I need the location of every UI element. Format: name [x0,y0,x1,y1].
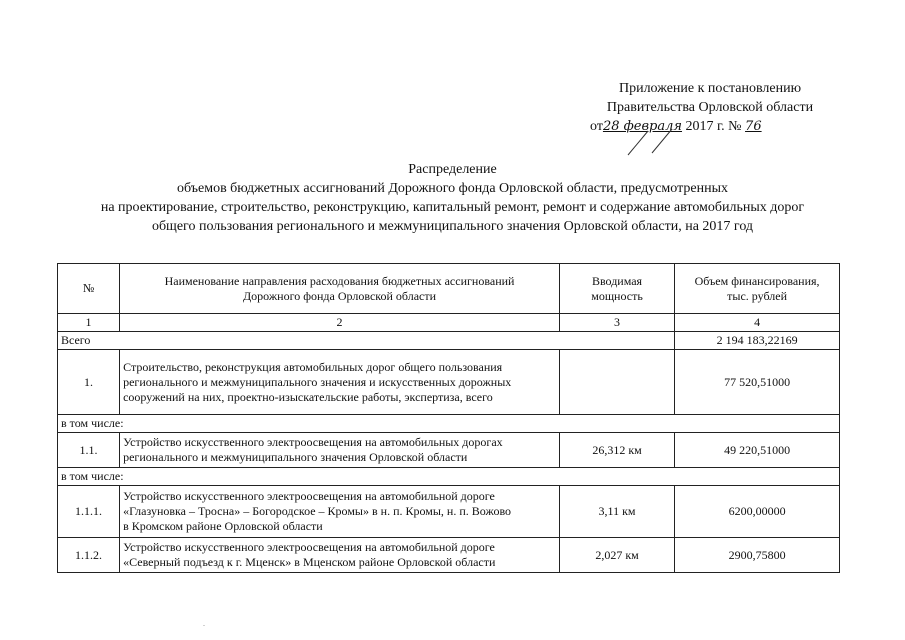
col-number-4: 4 [675,314,840,332]
bottom-mark: . [203,619,205,628]
header-fin-line-2: тыс. рублей [727,288,787,303]
including-row [58,415,840,433]
row-financing: 2900,75800 [675,538,840,573]
col-number-2: 2 [120,314,560,332]
including-row [58,468,840,486]
year-text: 2017 г. № [685,119,742,134]
column-number-row [58,314,840,332]
row-num: 1.1.1. [58,486,120,538]
header-power [559,264,674,314]
title-line-3: на проектирование, строительство, реконструкцию, капитальный ремонт, ремонт и содержание автомобильных дорог [100,200,805,215]
table-row [58,350,840,415]
row-name [120,486,560,538]
table-row [58,538,840,573]
row-power [559,350,674,415]
table-row [58,433,840,468]
row-name-line: Устройство искусственного электроосвещения на автомобильной дороге [123,489,495,503]
table-row [58,486,840,538]
row-name-line: сооружений на них, проектно-изыскательские работы, экспертиза, всего [123,389,493,404]
appendix-header [560,79,860,136]
row-num: 1.1.2. [58,538,120,573]
row-name-line: Строительство, реконструкция автомобильных дорог общего пользования [123,359,503,374]
row-name [120,350,560,415]
row-power: 26,312 км [559,433,674,468]
row-financing: 6200,00000 [675,486,840,538]
total-label: Всего [58,332,675,350]
row-name-line: в Кромском районе Орловской области [123,519,323,533]
title-line-1: Распределение [408,162,497,177]
signature-stroke-icon [620,127,700,157]
handwritten-number: 76 [745,119,762,134]
row-power: 2,027 км [559,538,674,573]
row-name [120,538,560,573]
including-label: в том числе: [58,468,840,486]
header-fin-line-1: Объем финансирования, [694,273,820,288]
row-power: 3,11 км [559,486,674,538]
row-name-line: Устройство искусственного электроосвещения на автомобильной дороге [123,540,495,554]
row-name-line: «Глазуновка – Тросна» – Богородское – Кромы» в н. п. Кромы, н. п. Вожово [123,504,512,518]
document-title [0,160,905,236]
title-line-2: объемов бюджетных ассигнований Дорожного фонда Орловской области, предусмотренных [176,181,729,196]
appendix-line-2: Правительства Орловской области [606,100,814,115]
row-num: 1. [58,350,120,415]
header-power-line-2: мощность [591,288,643,303]
table-header-row [58,264,840,314]
col-number-3: 3 [559,314,674,332]
header-financing [675,264,840,314]
header-name [120,264,560,314]
row-name-line: регионального и межмуниципального значения Орловской области [123,450,468,464]
row-name-line: «Северный подъезд к г. Мценск» в Мценском районе Орловской области [123,555,496,569]
row-name-line: регионального и межмуниципального значения и искусственных дорожных [123,374,512,389]
total-row [58,332,840,350]
row-name [120,433,560,468]
budget-table [57,263,840,573]
row-financing: 77 520,51000 [675,350,840,415]
appendix-date-line [560,117,860,136]
total-value: 2 194 183,22169 [675,332,840,350]
title-line-4: общего пользования регионального и межмуниципального значения Орловской области, на 2017 год [151,219,754,234]
row-name-line: Устройство искусственного электроосвещения на автомобильных дорогах [123,435,503,449]
col-number-1: 1 [58,314,120,332]
row-financing: 49 220,51000 [675,433,840,468]
header-power-line-1: Вводимая [591,273,643,288]
including-label: в том числе: [58,415,840,433]
header-name-line-2: Дорожного фонда Орловской области [243,288,437,303]
date-prefix: от [590,119,603,134]
row-num: 1.1. [58,433,120,468]
header-num: № [58,264,120,314]
header-name-line-1: Наименование направления расходования бюджетных ассигнований [164,273,515,288]
handwritten-date: 28 февраля [602,119,683,134]
appendix-line-1: Приложение к постановлению [618,81,802,96]
